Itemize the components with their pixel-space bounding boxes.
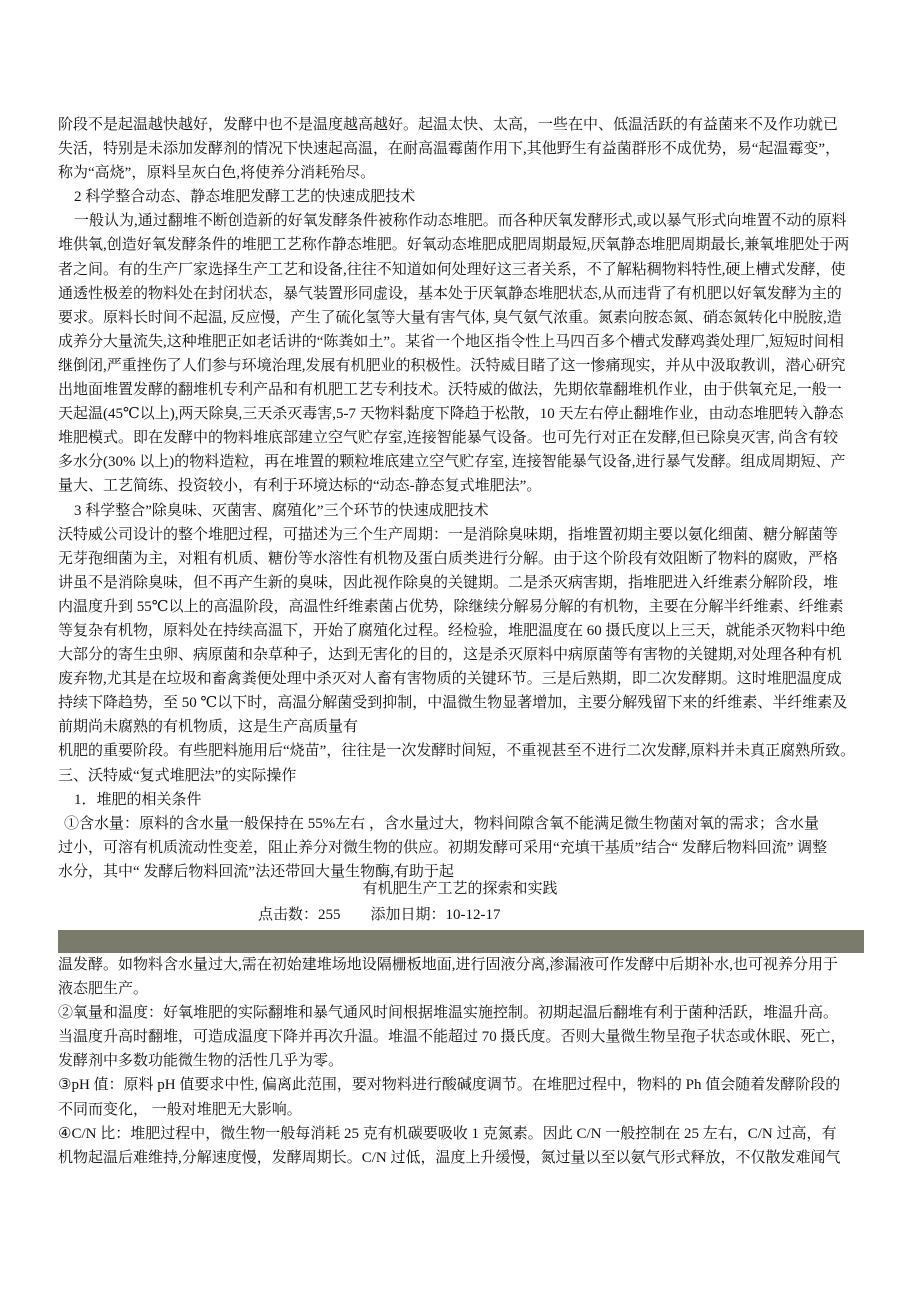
text-line: 当温度升高时翻堆，可造成温度下降并再次升温。堆温不能超过 70 摄氏度。否则大量微生物呈孢子状态或休眠、死亡， <box>58 1029 846 1046</box>
article-title: 有机肥生产工艺的探索和实践 <box>362 881 558 897</box>
text-line: 无芽孢细菌为主，对粗有机质、糖份等水溶性有机物及蛋白质类进行分解。由于这个阶段有效阻断了物料的腐败，严格 <box>58 550 839 567</box>
clicks-count: 255 <box>318 907 341 923</box>
text-line: 等复杂有机物，原料处在持续高温下，开始了腐殖化过程。经检验，堆肥温度在 60 摄氏度以上三天，就能杀灭物料中绝 <box>58 622 846 639</box>
text-line: 通透性极差的物料处在封闭状态，暴气装置形同虚设，基本处于厌氧静态堆肥状态,从而违背了有机肥以好氧发酵为主的 <box>58 285 842 302</box>
clicks-label: 点击数： <box>258 907 319 923</box>
text-line: 内温度升到 55℃以上的高温阶段，高温性纤维素菌占优势，除继续分解易分解的有机物，主要在分解半纤维素、纤维素 <box>58 598 844 615</box>
divider-bar <box>58 930 864 953</box>
text-line: 大部分的寄生虫卵、病原菌和杂草种子，达到无害化的目的，这是杀灭原料中病原菌等有害物的关键期,对处理各种有机 <box>58 647 842 664</box>
article-body-bottom <box>58 953 864 1170</box>
text-line: 机物起温后难维持,分解速度慢，发酵周期长。C/N 过低，温度上升缓慢，氮过量以至以氨气形式释放，不仅散发难闻气 <box>58 1149 841 1166</box>
text-line: 堆供氧,创造好氧发酵条件的堆肥工艺称作静态堆肥。好氧动态堆肥成肥周期最短,厌氧静态堆肥周期最长,兼氧堆肥处于两 <box>58 237 850 254</box>
text-line: 水分，其中“ 发酵后物料回流”法还带回大量生物酶,有助于起 <box>58 863 454 880</box>
text-line: 不同而变化， 一般对堆肥无大影响。 <box>58 1101 302 1118</box>
article-body-top <box>58 113 864 884</box>
article-header <box>0 879 920 925</box>
text-line: 出地面堆置发酵的翻堆机专利产品和有机肥工艺专利技术。沃特威的做法，先期依靠翻堆机作业，由于供氧充足,一般一 <box>58 382 842 399</box>
date-value: 10-12-17 <box>445 907 501 923</box>
text-line: 成养分大量流失,这种堆肥正如老话讲的“陈粪如土”。某省一个地区指令性上马四百多个槽式发酵鸡粪处理厂,短短时间相 <box>58 333 844 350</box>
text-line: 废弃物,尤其是在垃圾和畜禽粪便处理中杀灭对人畜有害物质的关键环节。三是后熟期，即二次发酵期。这时堆肥温度成 <box>58 671 842 688</box>
text-line: 三、沃特威“复式堆肥法”的实际操作 <box>58 767 297 784</box>
text-line: 堆肥模式。即在发酵中的物料堆底部建立空气贮存室,连接智能暴气设备。也可先行对正在发酵,但已除臭灭害, 尚含有较 <box>58 430 839 447</box>
text-line: 3 科学整合”除臭味、灭菌害、腐殖化”三个环节的快速成肥技术 <box>74 502 489 519</box>
text-line: 多水分(30% 以上)的物料造粒，再在堆置的颗粒堆底建立空气贮存室, 连接智能暴气设备,进行暴气发酵。组成周期短、产 <box>58 454 846 471</box>
text-line: 1．堆肥的相关条件 <box>74 791 202 808</box>
text-line: 过小，可溶有机质流动性变差，阻止养分对微生物的供应。初期发酵可采用“充填干基质”结合“ 发酵后物料回流” 调整 <box>58 839 828 856</box>
text-line: ③pH 值：原料 pH 值要求中性, 偏离此范围，要对物料进行酸碱度调节。在堆肥过程中，物料的 Ph 值会随着发酵阶段的 <box>58 1077 841 1094</box>
text-line: 天起温(45℃以上),两天除臭,三天杀灭毒害,5-7 天物料黏度下降趋于松散，10 天左右停止翻堆作业，由动态堆肥转入静态 <box>58 406 844 423</box>
text-line: 要求。原料长时间不起温, 反应慢，产生了硫化氢等大量有害气体, 臭气氨气浓重。氮素向胺态氮、硝态氮转化中脱胺,造 <box>58 309 842 326</box>
text-line: 阶段不是起温越快越好，发酵中也不是温度越高越好。起温太快、太高，一些在中、低温活跃的有益菌来不及作功就已 <box>58 117 839 133</box>
text-line: 2 科学整合动态、静态堆肥发酵工艺的快速成肥技术 <box>74 189 416 206</box>
text-line: 者之间。有的生产厂家选择生产工艺和设备,往往不知道如何处理好这三者关系，不了解粘稠物料特性,硬上槽式发酵，使 <box>58 261 846 278</box>
text-line: ①含水量：原料的含水量一般保持在 55%左右 ，含水量过大，物料间隙含氧不能满足微生物菌对氧的需求；含水量 <box>64 815 820 832</box>
text-line: 失活，特别是未添加发酵剂的情况下快速起高温，在耐高温霉菌作用下,其他野生有益菌群形不成优势，易“起温霉变”， <box>58 141 841 158</box>
text-line: 持续下降趋势，至 50 ℃以下时，高温分解菌受到抑制，中温微生物显著增加，主要分解残留下来的纤维素、半纤维素及 <box>58 695 848 712</box>
text-line: 讲虽不是消除臭味，但不再产生新的臭味，因此视作除臭的关键期。二是杀灭病害期，指堆肥进入纤维素分解阶段，堆 <box>58 574 839 591</box>
text-line: ②氧量和温度：好氧堆肥的实际翻堆和暴气通风时间根据堆温实施控制。初期起温后翻堆有利于菌种活跃，堆温升高。 <box>58 1005 839 1022</box>
date-label: 添加日期： <box>370 907 446 923</box>
text-line: 继倒闭,严重挫伤了人们参与环境治理,发展有机肥业的积极性。沃特威目睹了这一惨痛现实，并从中汲取教训，潜心研究 <box>58 357 846 374</box>
text-line: 温发酵。如物料含水量过大,需在初始建堆场地设隔栅板地面,进行固液分离,渗漏液可作发酵中后期补水,也可视养分用于 <box>58 957 839 973</box>
text-line: 液态肥生产。 <box>58 981 149 998</box>
text-line: ④C/N 比：堆肥过程中，微生物一般每消耗 25 克有机碳要吸收 1 克氮素。因此 C/N 一般控制在 25 左右，C/N 过高，有 <box>58 1125 837 1142</box>
article-stats <box>0 905 920 925</box>
text-line: 发酵剂中多数功能微生物的活性几乎为零。 <box>58 1053 344 1070</box>
text-line: 机肥的重要阶段。有些肥料施用后“烧苗”，往往是一次发酵时间短，不重视甚至不进行二次发酵,原料并未真正腐熟所致。 <box>58 743 856 760</box>
text-line: 沃特威公司设计的整个堆肥过程，可描述为三个生产周期：一是消除臭味期，指堆置初期主要以氨化细菌、糖分解菌等 <box>58 526 839 543</box>
text-line: 称为“高烧”，原料呈灰白色,将使养分消耗殆尽。 <box>58 165 376 182</box>
text-line: 一般认为,通过翻堆不断创造新的好氧发酵条件被称作动态堆肥。而各种厌氧发酵形式,或以暴气形式向堆置不动的原料 <box>74 213 847 230</box>
text-line: 前期尚未腐熟的有机物质，这是生产高质量有 <box>58 719 359 736</box>
text-line: 量大、工艺简练、投资较小，有利于环境达标的“动态-静态复式堆肥法”。 <box>58 478 542 495</box>
